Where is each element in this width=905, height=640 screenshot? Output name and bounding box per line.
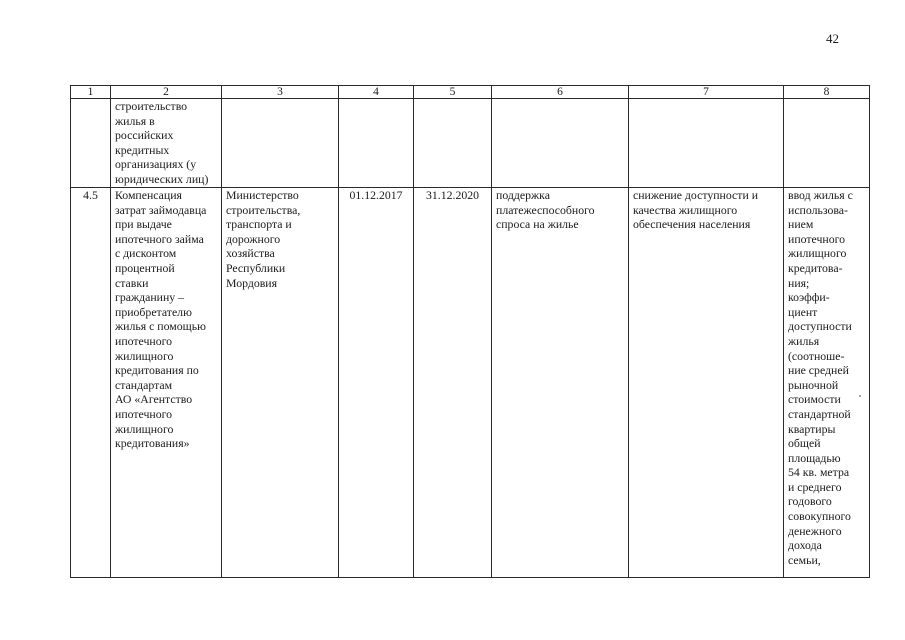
- column-number-1: 1: [71, 86, 111, 99]
- cell-responsible: [222, 99, 339, 188]
- cell-indicators: [784, 99, 870, 188]
- page-number: 42: [826, 31, 839, 46]
- cell-expected-result: [492, 99, 629, 188]
- table-row-continuation: [71, 99, 870, 188]
- cell-responsible: Министерство строительства, транспорта и дорожного хозяйства Республики Мордовия: [222, 188, 339, 578]
- cell-measure-name: строительство жилья в российских кредитных организациях (у юридических лиц): [111, 99, 222, 188]
- scan-artifact-dot: [859, 395, 861, 397]
- column-number-row: [71, 86, 870, 99]
- column-number-5: 5: [414, 86, 492, 99]
- program-measures-table: [70, 85, 870, 578]
- cell-item-number: [71, 99, 111, 188]
- column-number-8: 8: [784, 86, 870, 99]
- column-number-3: 3: [222, 86, 339, 99]
- cell-item-number: 4.5: [71, 188, 111, 578]
- table-row-4-5: [71, 188, 870, 578]
- column-number-2: 2: [111, 86, 222, 99]
- column-number-4: 4: [339, 86, 414, 99]
- cell-start-date: 01.12.2017: [339, 188, 414, 578]
- cell-indicators: ввод жилья с использова- нием ипотечного жилищного кредитова- ния; коэффи- циент доступности жилья (соотноше- ние средней рыночной стоимости стандартной квартиры общей площадью 54 кв. метра и среднего годового совокупного денежного дохода семьи,: [784, 188, 870, 578]
- cell-start-date: [339, 99, 414, 188]
- cell-end-date: 31.12.2020: [414, 188, 492, 578]
- cell-consequences: снижение доступности и качества жилищного обеспечения населения: [629, 188, 784, 578]
- cell-consequences: [629, 99, 784, 188]
- cell-end-date: [414, 99, 492, 188]
- column-number-6: 6: [492, 86, 629, 99]
- cell-measure-name: Компенсация затрат займодавца при выдаче ипотечного займа с дисконтом процентной ставки гражданину – приобретателю жилья с помощью ипотечного жилищного кредитования по стандартам АО «Агентство ипотечного жилищного кредитования»: [111, 188, 222, 578]
- cell-expected-result: поддержка платежеспособного спроса на жилье: [492, 188, 629, 578]
- column-number-7: 7: [629, 86, 784, 99]
